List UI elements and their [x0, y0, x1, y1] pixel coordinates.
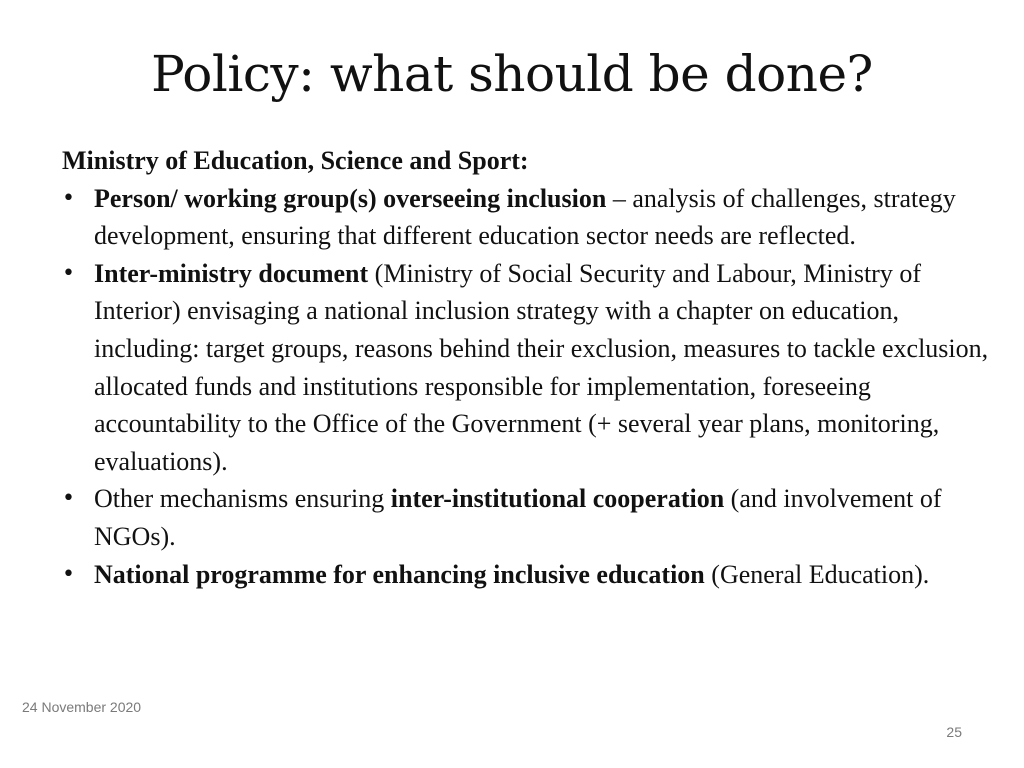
bullet-text-before: Other mechanisms ensuring — [94, 484, 391, 514]
bullet-text-after: (Ministry of Social Security and Labour, Ministry of Interior) envisaging a national inclusion strategy with a chapter on education, including: target groups, reasons behind their exclusion, measures to tackle exclusion, allocated funds and institutions responsible for implementation, foreseeing accountability to the Office of the Government (+ several year plans, monitoring, evaluations). — [94, 258, 989, 476]
bullet-bold-text: inter-institutional cooperation — [390, 484, 725, 514]
bullet-item-working-group — [62, 180, 992, 255]
bullet-bold-text: National programme for enhancing inclusive education — [94, 559, 705, 589]
bullet-text-after: (General Education). — [704, 559, 930, 589]
bullet-item-national-programme — [62, 556, 992, 594]
bullet-icon: • — [62, 260, 75, 286]
footer-date: 24 November 2020 — [22, 699, 142, 715]
bullet-bold-text: Inter-ministry document — [94, 258, 369, 288]
bullet-bold-text: Person/ working group(s) overseeing inclusion — [94, 183, 607, 213]
bullet-item-inter-ministry-document — [62, 255, 992, 481]
bullet-text-after: – analysis of challenges, strategy development, ensuring that different education sector needs are reflected. — [94, 183, 956, 251]
bullet-icon: • — [62, 185, 75, 211]
slide-body — [62, 142, 992, 593]
page-number: 25 — [946, 724, 962, 740]
bullet-icon: • — [62, 486, 75, 512]
bullet-list — [62, 180, 992, 594]
slide-title: Policy: what should be done? — [151, 45, 873, 103]
section-heading: Ministry of Education, Science and Sport: — [62, 146, 529, 175]
bullet-icon: • — [62, 561, 75, 587]
bullet-text-after: (and involvement of NGOs). — [94, 484, 942, 551]
bullet-item-other-mechanisms — [62, 480, 992, 555]
